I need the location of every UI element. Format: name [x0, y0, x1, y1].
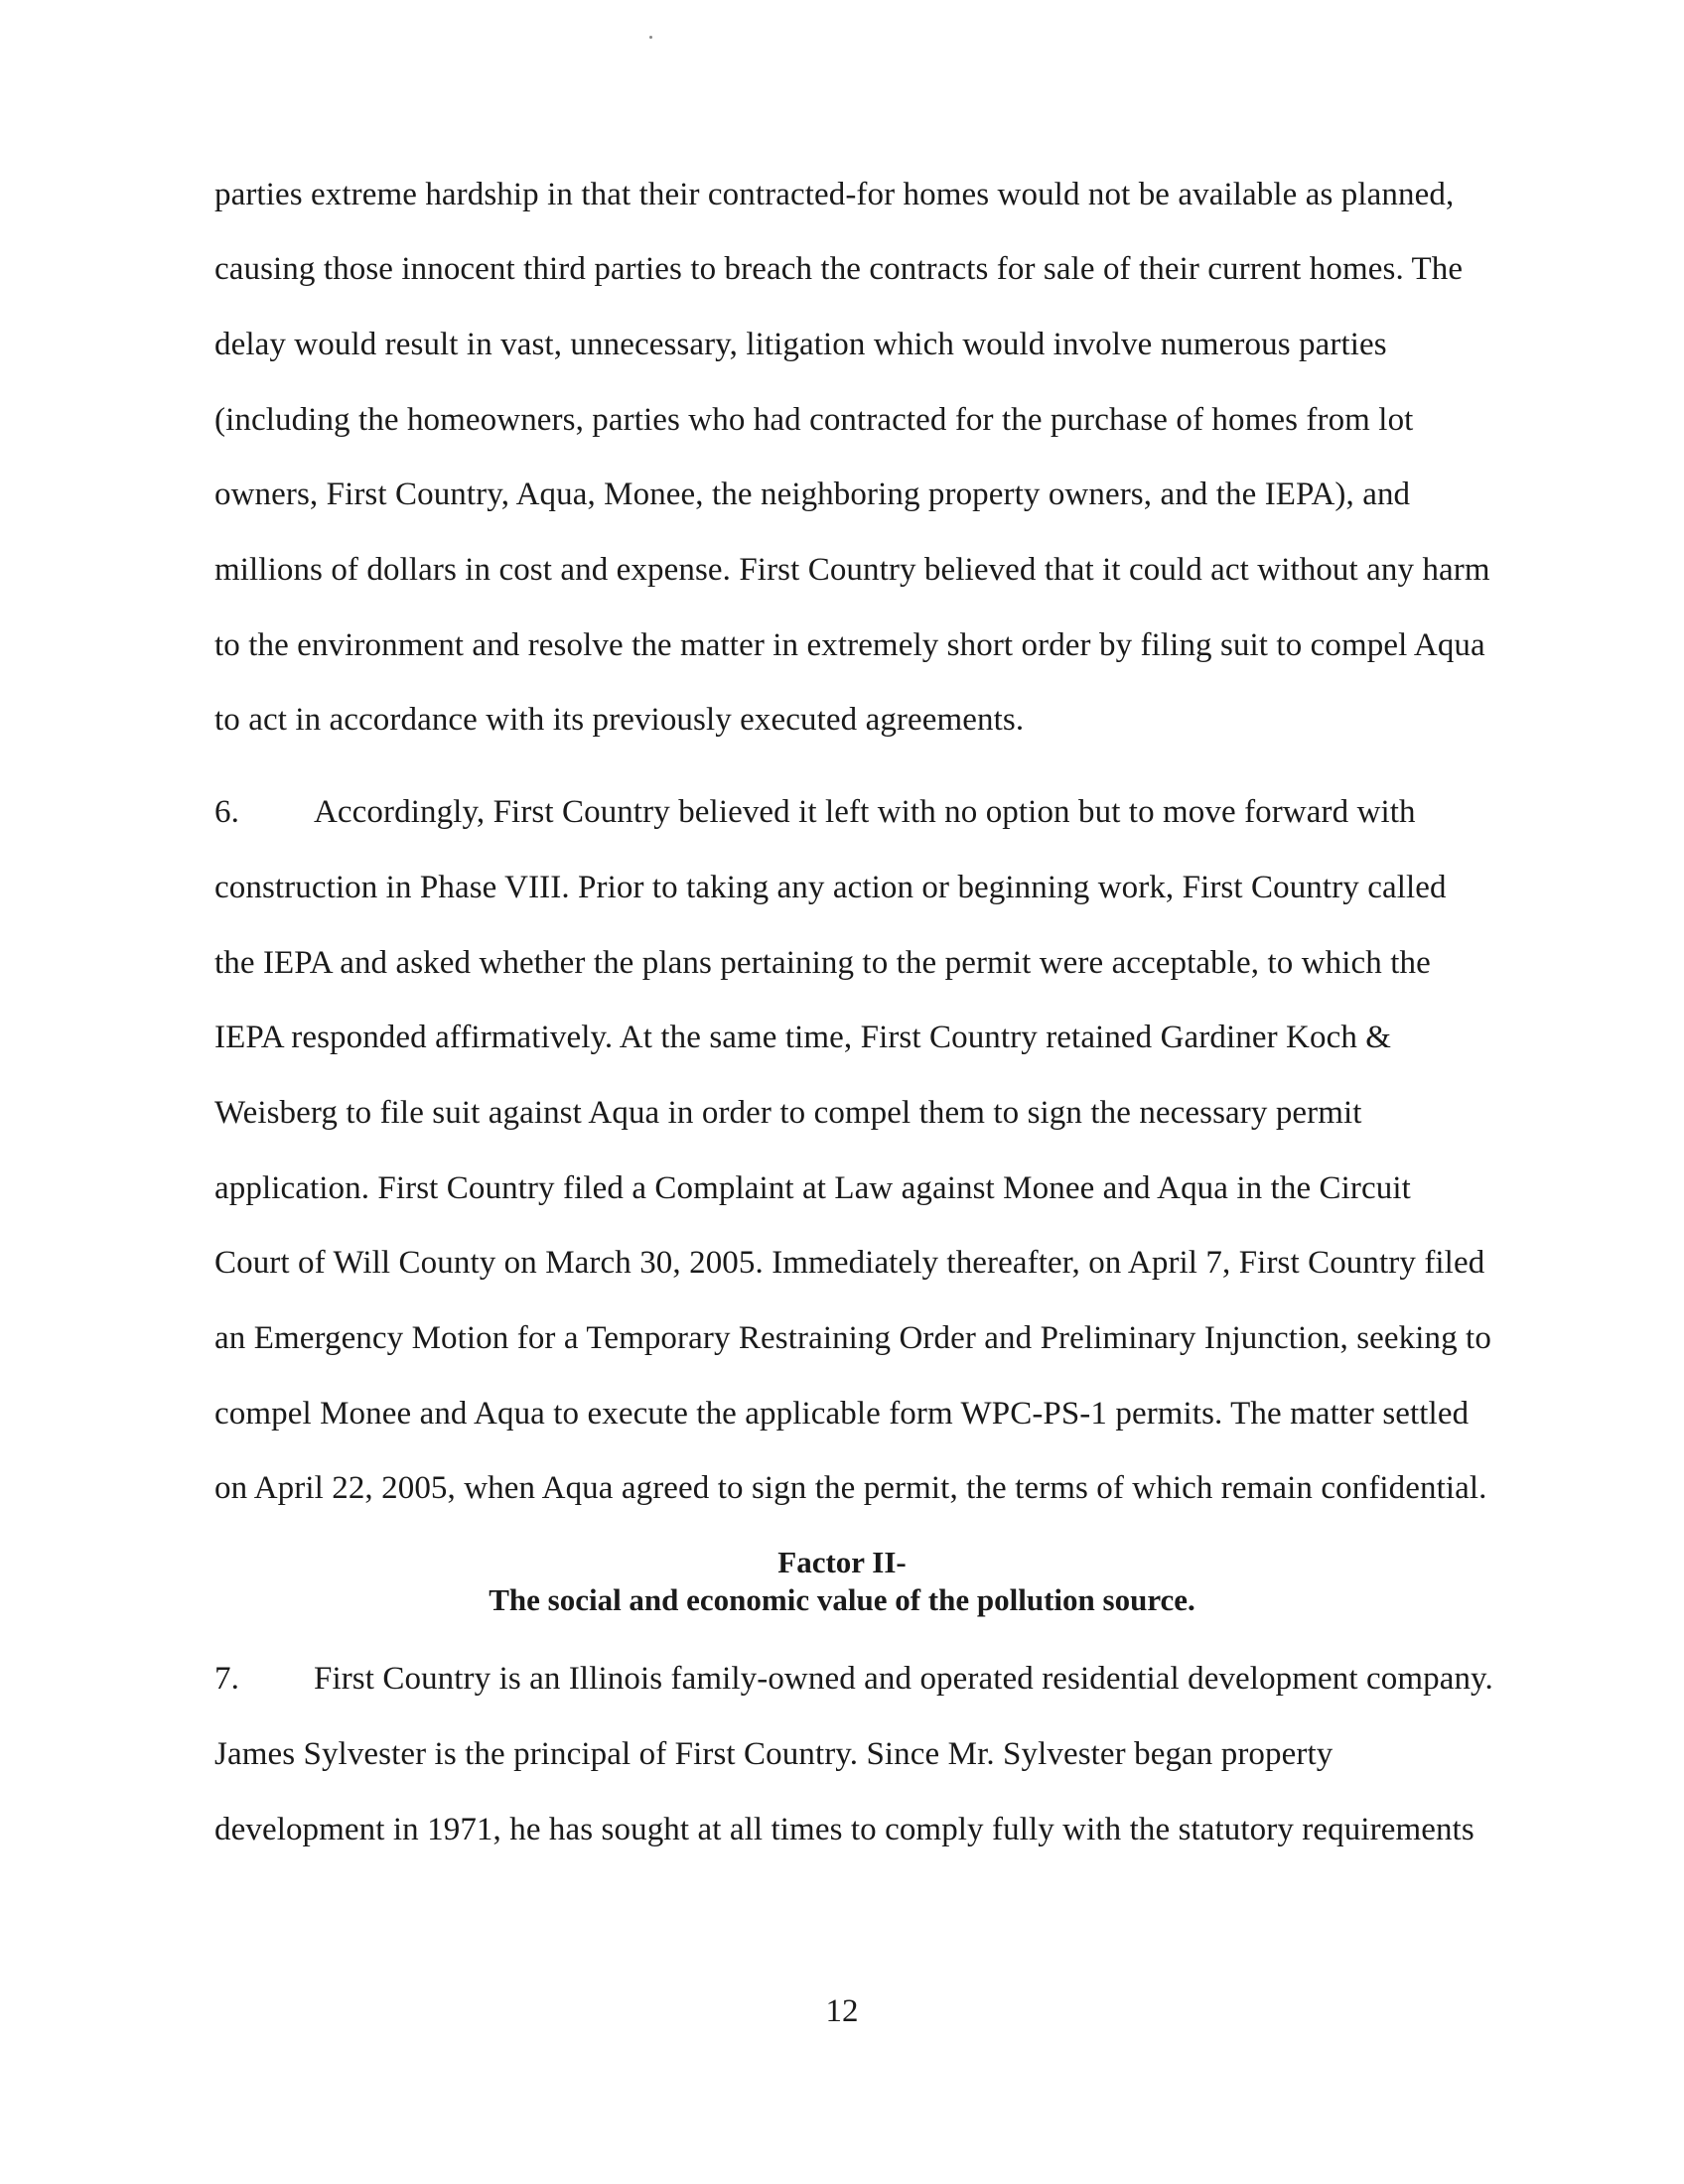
text-line: James Sylvester is the principal of First Country. Since Mr. Sylvester began property: [214, 1736, 1333, 1772]
text-line-content: Accordingly, First Country believed it left with no option but to move forward with: [314, 794, 1416, 830]
heading-title: Factor II-: [777, 1545, 907, 1579]
text-line: to act in accordance with its previously executed agreements.: [214, 702, 1025, 738]
text-line: Court of Will County on March 30, 2005. Immediately thereafter, on April 7, First Country filed: [214, 1245, 1485, 1281]
text-line: delay would result in vast, unnecessary, litigation which would involve numerous parties: [214, 327, 1387, 362]
text-line: compel Monee and Aqua to execute the applicable form WPC-PS-1 permits. The matter settled: [214, 1396, 1470, 1432]
text-line: development in 1971, he has sought at all times to comply fully with the statutory requirements: [214, 1812, 1474, 1847]
text-line: to the environment and resolve the matter in extremely short order by filing suit to compel Aqua: [214, 627, 1485, 663]
text-line: owners, First Country, Aqua, Monee, the neighboring property owners, and the IEPA), and: [214, 477, 1411, 512]
text-line: application. First Country filed a Complaint at Law against Monee and Aqua in the Circuit: [214, 1170, 1411, 1206]
text-line: on April 22, 2005, when Aqua agreed to sign the permit, the terms of which remain confidential.: [214, 1470, 1487, 1506]
text-line-content: First Country is an Illinois family-owned and operated residential development company.: [314, 1661, 1493, 1697]
paragraph-number: 7.: [214, 1661, 239, 1697]
text-line: an Emergency Motion for a Temporary Restraining Order and Preliminary Injunction, seeking to: [214, 1320, 1491, 1356]
text-line: [214, 792, 1416, 832]
text-line: millions of dollars in cost and expense. First Country believed that it could act without any harm: [214, 552, 1490, 588]
text-line: IEPA responded affirmatively. At the same time, First Country retained Gardiner Koch &: [214, 1020, 1392, 1055]
text-line: causing those innocent third parties to breach the contracts for sale of their current homes. The: [214, 251, 1464, 287]
section-heading: [0, 1544, 1684, 1619]
text-line: [214, 1659, 1493, 1699]
text-line: Weisberg to file suit against Aqua in order to compel them to sign the necessary permit: [214, 1095, 1362, 1131]
page-number: 12: [825, 1993, 859, 2029]
text-line: parties extreme hardship in that their contracted-for homes would not be available as planned,: [214, 177, 1455, 212]
scan-speck: [649, 36, 652, 39]
text-line: construction in Phase VIII. Prior to taking any action or beginning work, First Country called: [214, 870, 1447, 905]
text-line: (including the homeowners, parties who had contracted for the purchase of homes from lot: [214, 402, 1414, 438]
text-line: the IEPA and asked whether the plans pertaining to the permit were acceptable, to which the: [214, 945, 1431, 981]
paragraph-number: 6.: [214, 794, 239, 830]
heading-subtitle: The social and economic value of the pollution source.: [489, 1582, 1195, 1617]
